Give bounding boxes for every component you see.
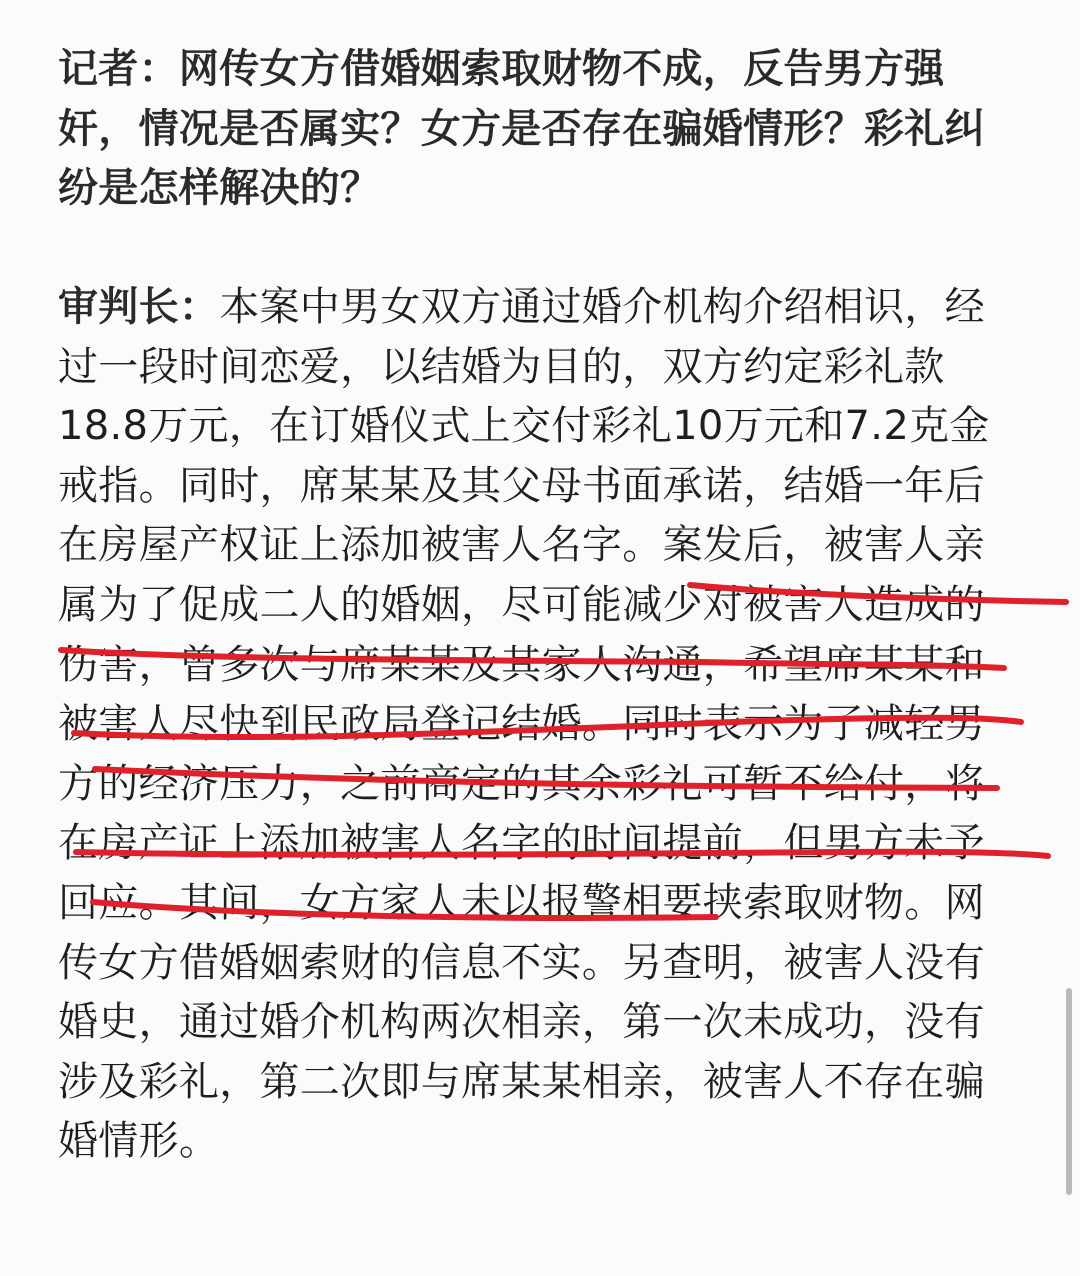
answer-line: 属为了促成二人的婚姻，尽可能减少对被害人造成的 [58, 581, 985, 628]
answer-line: 在房屋产权证上添加被害人名字。案发后，被害人亲 [58, 522, 985, 569]
answer-line: 婚史，通过婚介机构两次相亲，第一次未成功，没有 [58, 999, 985, 1046]
reporter-question [58, 40, 1033, 219]
question-line: 纷是怎样解决的？ [58, 165, 381, 212]
answer-line: 18.8万元，在订婚仪式上交付彩礼10万元和7.2克金 [58, 403, 990, 450]
answer-line [58, 278, 1033, 338]
answer-line: 在房产证上添加被害人名字的时间提前，但男方未予 [58, 820, 985, 867]
question-text: 网传女方借婚姻索取财物不成，反告男方强 [178, 46, 945, 92]
answer-line: 传女方借婚姻索财的信息不实。另查明，被害人没有 [58, 939, 985, 986]
answer-text: 本案中男女双方通过婚介机构介绍相识，经 [219, 284, 985, 330]
reporter-label: 记者： [58, 46, 179, 92]
answer-line: 伤害，曾多次与席某某及其家人沟通，希望席某某和 [58, 641, 985, 688]
answer-line: 涉及彩礼，第二次即与席某某相亲，被害人不存在骗 [58, 1058, 985, 1105]
answer-line: 婚情形。 [58, 1118, 220, 1165]
answer-line: 被害人尽快到民政局登记结婚。同时表示为了减轻男 [58, 701, 985, 748]
answer-line: 方的经济压力，之前商定的其余彩礼可暂不给付，将 [58, 760, 985, 807]
scrollbar[interactable] [1066, 988, 1072, 1195]
question-line [58, 40, 1033, 100]
judge-label: 审判长： [58, 284, 220, 330]
answer-line: 戒指。同时，席某某及其父母书面承诺，结婚一年后 [58, 462, 985, 509]
judge-answer [58, 278, 1033, 1172]
answer-line: 过一段时间恋爱，以结婚为目的，双方约定彩礼款 [58, 343, 945, 390]
answer-line: 回应。其间，女方家人未以报警相要挟索取财物。网 [58, 879, 985, 926]
question-line: 奸，情况是否属实？女方是否存在骗婚情形？彩礼纠 [58, 105, 985, 152]
